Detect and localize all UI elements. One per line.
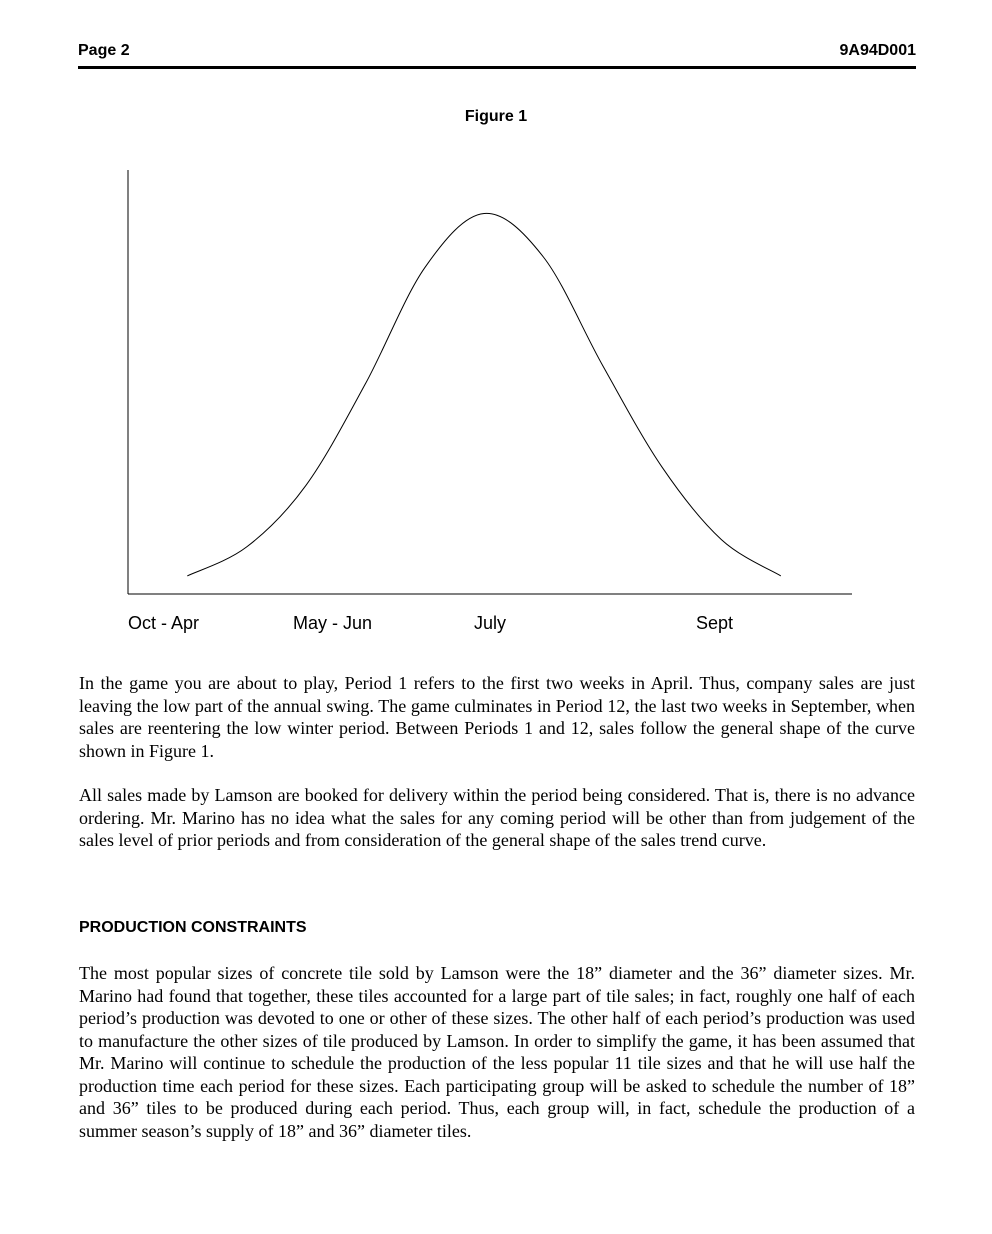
section-heading: PRODUCTION CONSTRAINTS [79,919,307,936]
page-number: Page 2 [78,42,130,59]
paragraph-production-constraints: The most popular sizes of concrete tile sold by Lamson were the 18” diameter and the 36” diameter sizes. Mr. Marino had found that together, these tiles accounted for a large part of tile sales; in fact, roughly one half of each period’s production was devoted to one or other of these sizes. The other half of each period’s production was used to manufacture the other sizes of tile produced by Lamson. In order to simplify the game, it has been assumed that Mr. Marino will continue to schedule the production of the less popular 11 tile sizes and that he will use half the production time each period for these sizes. Each participating group will be asked to schedule the number of 18” and 36” tiles to be produced during each period. Thus, each group will, in fact, schedule the production of a summer season’s supply of 18” and 36” diameter tiles. [79,963,915,1141]
x-tick-label: Sept [696,613,734,633]
x-tick-label: May - Jun [293,613,373,633]
figure-title: Figure 1 [464,108,528,125]
paragraph-sales-booking: All sales made by Lamson are booked for delivery within the period being considered. That is, there is no advance ordering. Mr. Marino has no idea what the sales for any coming period will be other than from judgement of the sales level of prior periods and from consideration of the general shape of the sales trend curve. [79,785,915,850]
x-tick-label: July [474,613,507,633]
document-code: 9A94D001 [839,42,916,59]
x-tick-label: Oct - Apr [128,613,200,633]
paragraph-period-description: In the game you are about to play, Period 1 refers to the first two weeks in April. Thus, company sales are just leaving the low part of the annual swing. The game culminates in Period 12, the last two weeks in September, when sales are reentering the low winter period. Between Periods 1 and 12, sales follow the general shape of the curve shown in Figure 1. [79,673,915,761]
sales-trend-curve [187,213,781,576]
